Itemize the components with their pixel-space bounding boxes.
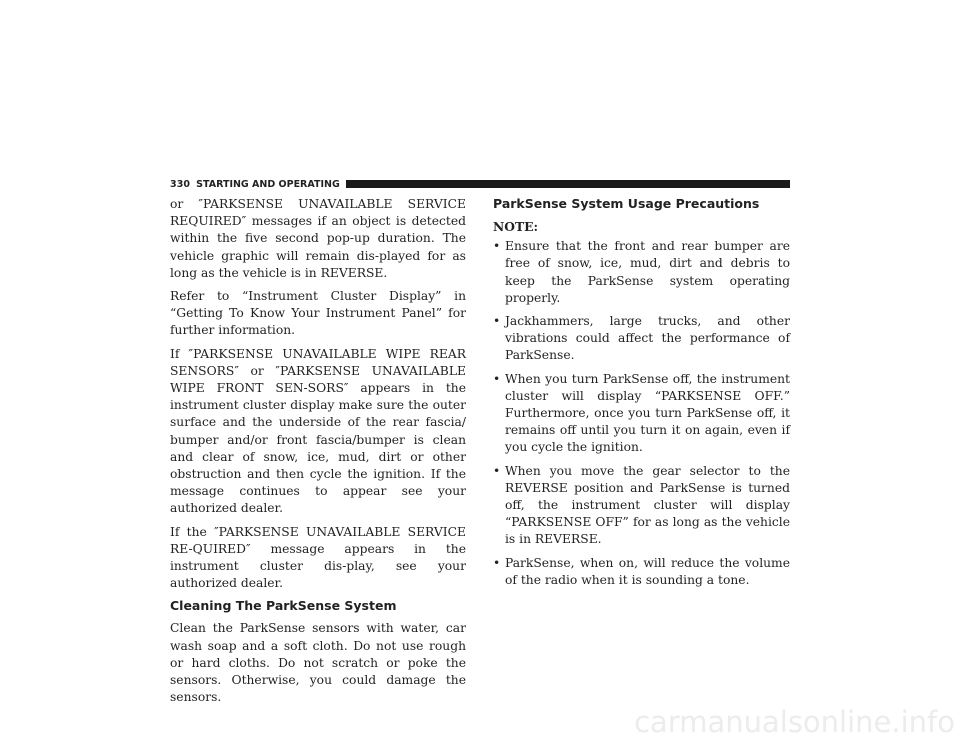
list-item — [493, 313, 790, 365]
paragraph-cleaning: Clean the ParkSense sensors with water, car wash soap and a soft cloth. Do not use rough or hard cloths. Do not scratch or poke the sensors. Otherwise, you could damage the sensors. — [170, 621, 466, 705]
bullet-icon: • — [493, 555, 501, 570]
bullet-icon: • — [493, 239, 501, 254]
section-title: STARTING AND OPERATING — [196, 178, 340, 190]
heading-usage-precautions: ParkSense System Usage Precautions — [493, 196, 760, 211]
list-item-text: When you turn ParkSense off, the instrument cluster will display “PARKSENSE OFF.” Furthermore, once you turn ParkSense off, it remains off until you turn it on again, even if you cycle the ignition. — [505, 371, 790, 455]
heading-cleaning: Cleaning The ParkSense System — [170, 598, 397, 614]
page-header — [170, 178, 790, 190]
paragraph-service-required: or ″PARKSENSE UNAVAILABLE SERVICE REQUIRED″ messages if an object is detected within the five second pop-up duration. The vehicle graphic will remain dis-played for as long as the vehicle is in REVERSE. — [170, 197, 466, 280]
list-item-text: Ensure that the front and rear bumper are free of snow, ice, mud, dirt and debris to keep the ParkSense system operating properly. — [505, 239, 790, 305]
bullet-icon: • — [493, 371, 501, 386]
list-item — [493, 555, 790, 589]
bullet-icon: • — [493, 314, 501, 329]
list-item-text: When you move the gear selector to the REVERSE position and ParkSense is turned off, the instrument cluster will display “PARKSENSE OFF” for as long as the vehicle is in REVERSE. — [505, 463, 790, 547]
list-item — [493, 463, 790, 549]
left-column — [170, 196, 466, 712]
list-item — [493, 371, 790, 457]
paragraph-service-dealer: If the ″PARKSENSE UNAVAILABLE SERVICE RE-QUIRED″ message appears in the instrument cluster dis-play, see your authorized dealer. — [170, 524, 466, 591]
watermark: carmanualsonline.info — [634, 706, 955, 738]
bullet-icon: • — [493, 463, 501, 478]
paragraph-wipe-sensors: If ″PARKSENSE UNAVAILABLE WIPE REAR SENSORS″ or ″PARKSENSE UNAVAILABLE WIPE FRONT SEN-SORS″ appears in the instrument cluster display make sure the outer surface and the underside of the rear fascia/ bumper and/or front fascia/bumper is clean and clear of snow, ice, mud, dirt or other obstruction and then cycle the ignition. If the message continues to appear see your authorized dealer. — [170, 346, 466, 516]
list-item — [493, 238, 790, 307]
precautions-list — [493, 238, 790, 589]
header-rule — [346, 180, 790, 188]
paragraph-refer-cluster: Refer to “Instrument Cluster Display” in “Getting To Know Your Instrument Panel” for further information. — [170, 289, 466, 338]
right-column — [493, 196, 790, 595]
page-number: 330 — [170, 178, 191, 190]
note-label: NOTE: — [493, 219, 539, 234]
list-item-text: ParkSense, when on, will reduce the volume of the radio when it is sounding a tone. — [505, 555, 790, 587]
list-item-text: Jackhammers, large trucks, and other vibrations could affect the performance of ParkSense. — [505, 314, 790, 363]
